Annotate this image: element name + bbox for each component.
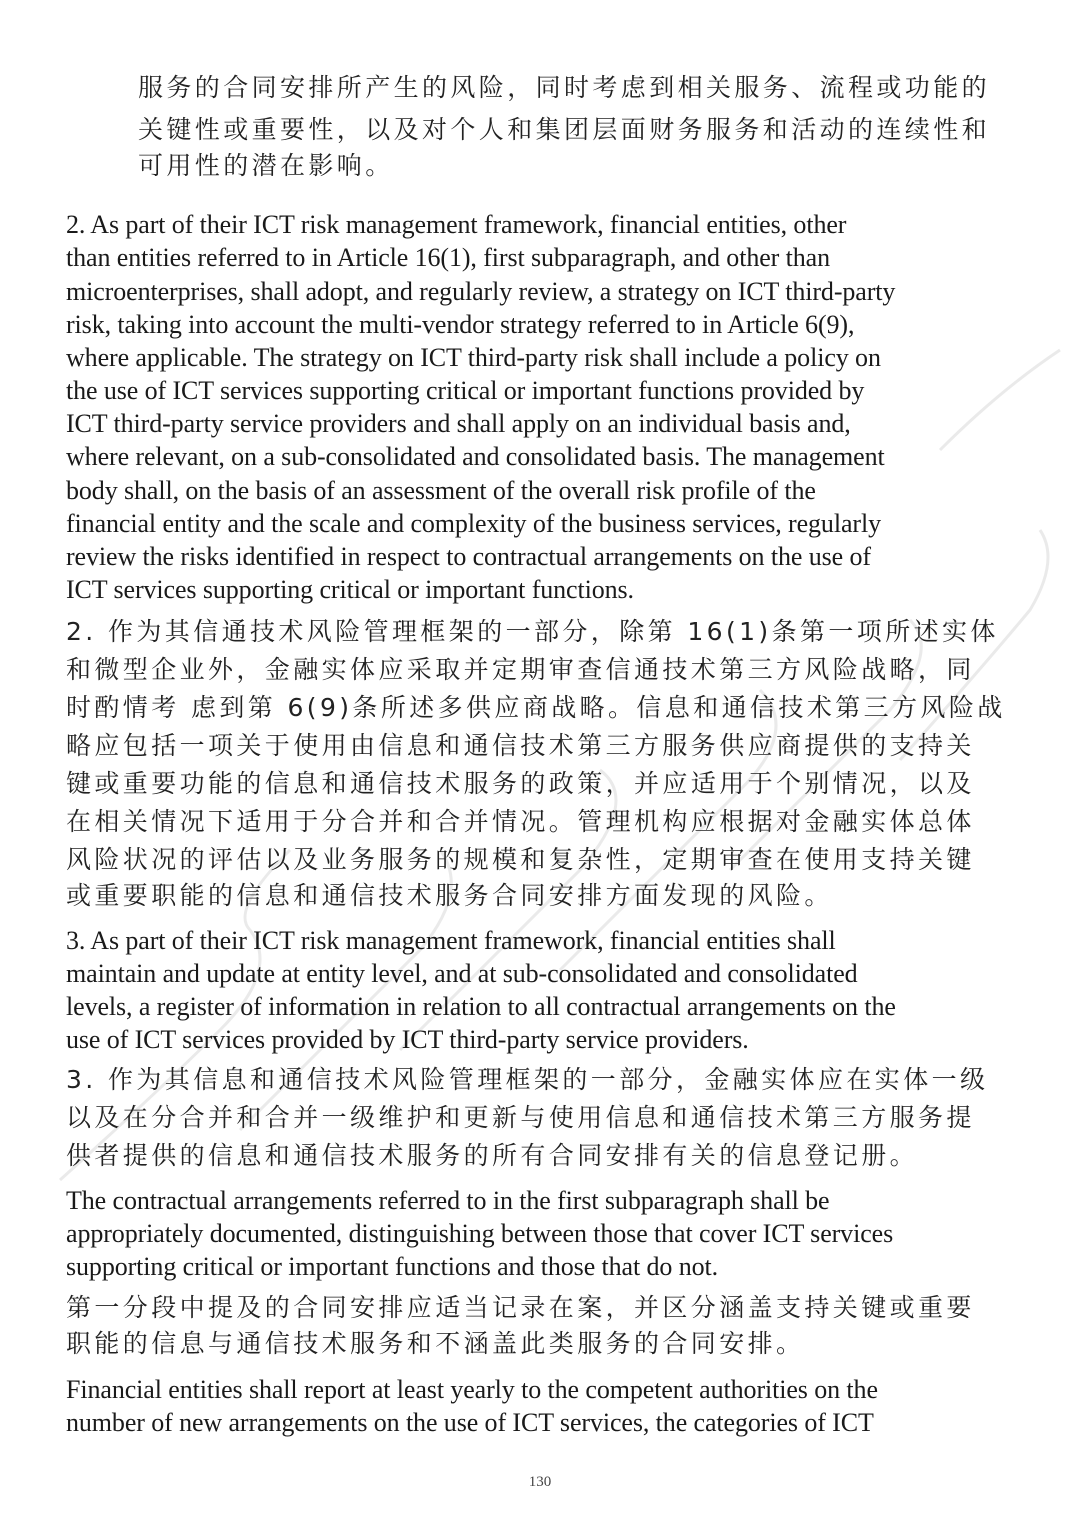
p2-en-line: financial entity and the scale and complexity of the business services, regularly bbox=[66, 509, 881, 538]
p2-en-line: ICT third-party service providers and shall apply on an individual basis and, bbox=[66, 409, 851, 438]
p2-en-line: review the risks identified in respect to contractual arrangements on the use of bbox=[66, 542, 871, 571]
intro-zh-line: 可用性的潜在影响。 bbox=[138, 151, 394, 180]
p2-zh-line: 2. 作为其信通技术风险管理框架的一部分，除第 16(1)条第一项所述实体 bbox=[66, 617, 999, 646]
p4-zh-line: 职能的信息与通信技术服务和不涵盖此类服务的合同安排。 bbox=[66, 1329, 805, 1358]
p2-zh-line: 略应包括一项关于使用由信息和通信技术第三方服务供应商提供的支持关 bbox=[66, 731, 975, 760]
p3-zh-line: 供者提供的信息和通信技术服务的所有合同安排有关的信息登记册。 bbox=[66, 1141, 919, 1170]
p4-en-line: The contractual arrangements referred to in the first subparagraph shall be bbox=[66, 1186, 830, 1215]
p2-en-line: body shall, on the basis of an assessment of the overall risk profile of the bbox=[66, 476, 816, 505]
p2-en-line: ICT services supporting critical or important functions. bbox=[66, 575, 634, 604]
p4-en-line: appropriately documented, distinguishing between those that cover ICT services bbox=[66, 1219, 894, 1248]
intro-zh-line: 服务的合同安排所产生的风险，同时考虑到相关服务、流程或功能的 bbox=[138, 73, 991, 102]
p2-en-line: 2. As part of their ICT risk management framework, financial entities, other bbox=[66, 210, 847, 239]
p3-en-line: 3. As part of their ICT risk management framework, financial entities shall bbox=[66, 926, 836, 955]
p3-en-line: maintain and update at entity level, and at sub-consolidated and consolidated bbox=[66, 959, 858, 988]
p2-zh-line: 在相关情况下适用于分合并和合并情况。管理机构应根据对金融实体总体 bbox=[66, 807, 975, 836]
p4-en-line: supporting critical or important functions and those that do not. bbox=[66, 1252, 719, 1281]
p2-en-line: where applicable. The strategy on ICT third-party risk shall include a policy on bbox=[66, 343, 881, 372]
p3-zh-line: 3. 作为其信息和通信技术风险管理框架的一部分，金融实体应在实体一级 bbox=[66, 1065, 989, 1094]
p2-en-line: microenterprises, shall adopt, and regularly review, a strategy on ICT third-party bbox=[66, 277, 896, 306]
p5-en-line: Financial entities shall report at least yearly to the competent authorities on the bbox=[66, 1375, 878, 1404]
p5-en-line: number of new arrangements on the use of ICT services, the categories of ICT bbox=[66, 1408, 874, 1437]
p3-zh-line: 以及在分合并和合并一级维护和更新与使用信息和通信技术第三方服务提 bbox=[66, 1103, 975, 1132]
p3-en-line: use of ICT services provided by ICT third-party service providers. bbox=[66, 1025, 749, 1054]
p4-zh-line: 第一分段中提及的合同安排应适当记录在案，并区分涵盖支持关键或重要 bbox=[66, 1293, 975, 1322]
p2-zh-line: 风险状况的评估以及业务服务的规模和复杂性，定期审查在使用支持关键 bbox=[66, 845, 975, 874]
p2-zh-line: 和微型企业外，金融实体应采取并定期审查信通技术第三方风险战略，同 bbox=[66, 655, 975, 684]
p2-en-line: the use of ICT services supporting critical or important functions provided by bbox=[66, 376, 865, 405]
p2-zh-line: 键或重要功能的信息和通信技术服务的政策，并应适用于个别情况，以及 bbox=[66, 769, 975, 798]
p2-en-line: where relevant, on a sub-consolidated and consolidated basis. The management bbox=[66, 442, 885, 471]
p2-zh-line: 或重要职能的信息和通信技术服务合同安排方面发现的风险。 bbox=[66, 881, 833, 910]
intro-zh-line: 关键性或重要性，以及对个人和集团层面财务服务和活动的连续性和 bbox=[138, 115, 991, 144]
p3-en-line: levels, a register of information in relation to all contractual arrangements on the bbox=[66, 992, 896, 1021]
p2-en-line: than entities referred to in Article 16(1), first subparagraph, and other than bbox=[66, 243, 830, 272]
p2-zh-line: 时酌情考 虑到第 6(9)条所述多供应商战略。信息和通信技术第三方风险战 bbox=[66, 693, 1006, 722]
page-number: 130 bbox=[528, 1474, 552, 1490]
p2-en-line: risk, taking into account the multi-vendor strategy referred to in Article 6(9), bbox=[66, 310, 855, 339]
